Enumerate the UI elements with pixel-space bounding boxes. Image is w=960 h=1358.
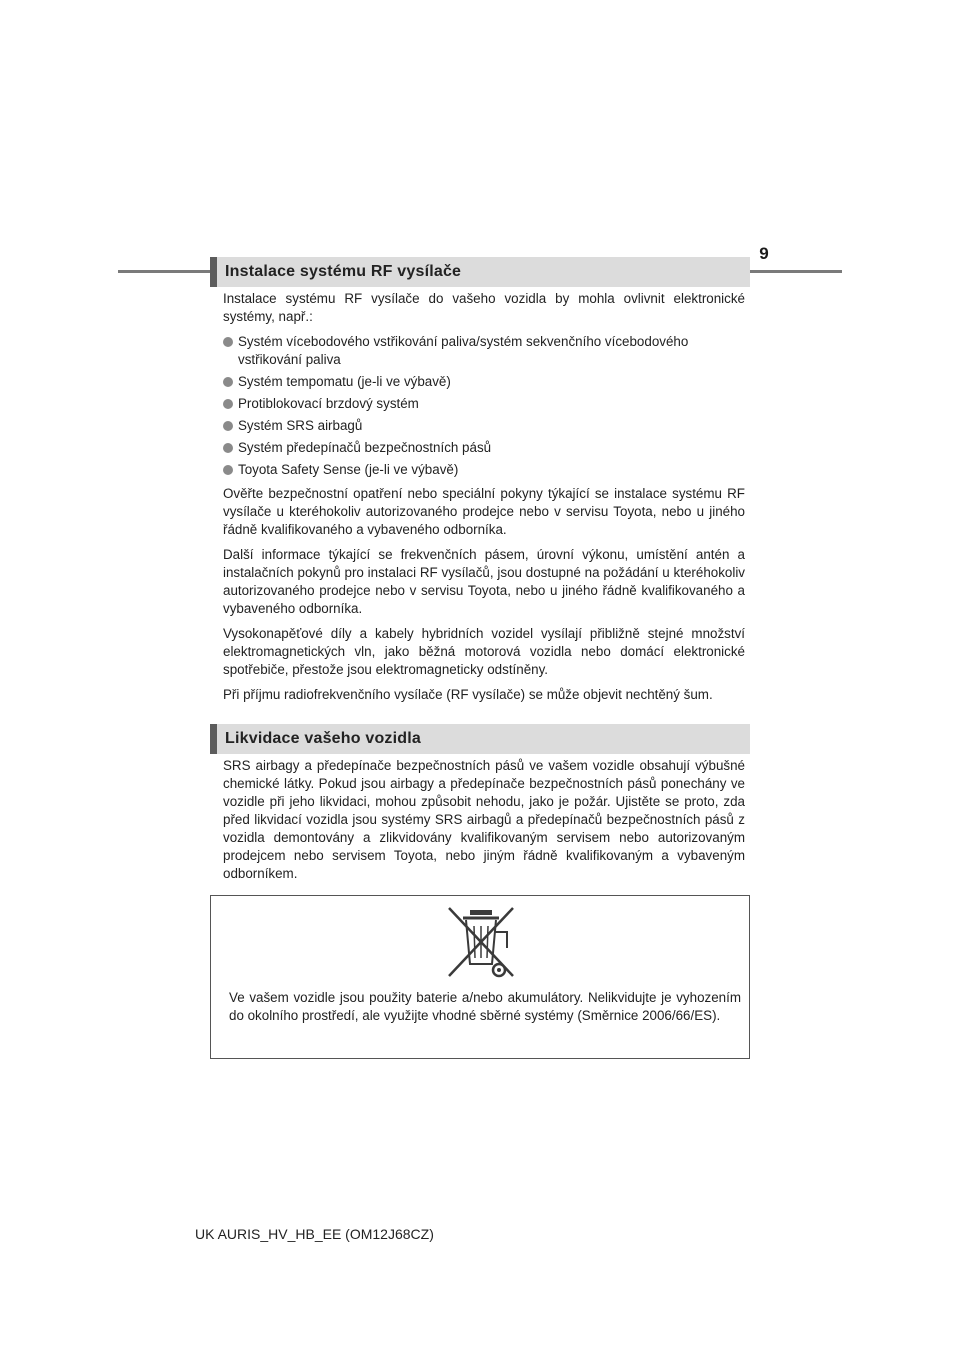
body-paragraph: SRS airbagy a předepínače bezpečnostních pásů ve vašem vozidle obsahují výbušné chemické látky. Pokud jsou airbagy a předepínače bezpečnostních pásů ponechány ve vozidle při jeho likvidaci, mohou způsobit nehodu, jako je požár. Ujistěte se proto, zda před likvidací vozidla jsou systémy SRS airbagů a předepínačů bezpečnostních pásů z vozidla demontovány a zlikvidovány kvalifikovaným servisem nebo autorizovaným prodejcem nebo servisem Toyota, nebo jiným řádně kvalifikovaným a vybaveným odborníkem. — [223, 758, 745, 881]
bullet-icon — [223, 377, 233, 387]
document-code-footer: UK AURIS_HV_HB_EE (OM12J68CZ) — [195, 1226, 434, 1242]
list-item: Toyota Safety Sense (je-li ve výbavě) — [223, 461, 745, 479]
list-item: Systém SRS airbagů — [223, 417, 745, 435]
bullet-icon — [223, 421, 233, 431]
section-header-rf-transmitter — [210, 257, 750, 287]
section-body-vehicle-disposal — [223, 757, 745, 883]
battery-disposal-notice — [210, 895, 750, 1059]
list-item: Protiblokovací brzdový systém — [223, 395, 745, 413]
notice-text: Ve vašem vozidle jsou použity baterie a/nebo akumulátory. Nelikvidujte je vyhozením do okolního prostředí, ale využijte vhodné sběrné systémy (Směrnice 2006/66/ES). — [229, 990, 741, 1023]
list-item: Systém vícebodového vstřikování paliva/systém sekvenčního vícebodového vstřikování paliva — [223, 333, 745, 369]
section-body-rf-transmitter — [223, 290, 745, 711]
bullet-icon — [223, 443, 233, 453]
body-paragraph: Další informace týkající se frekvenčních pásem, úrovní výkonu, umístění antén a instalačních pokynů pro instalaci RF vysílačů, jsou dostupné na požádání u kteréhokoliv autorizovaného prodejce nebo v servisu Toyota, nebo u jiného řádně kvalifikovaného a vybaveného odborníka. — [223, 547, 745, 616]
bullet-icon — [223, 337, 233, 347]
page-number: 9 — [759, 244, 769, 263]
list-item: Systém tempomatu (je-li ve výbavě) — [223, 373, 745, 391]
section-title: Likvidace vašeho vozidla — [225, 730, 421, 747]
body-paragraph: Při příjmu radiofrekvenčního vysílače (RF vysílače) se může objevit nechtěný šum. — [223, 687, 713, 702]
bullet-icon — [223, 399, 233, 409]
list-item: Systém předepínačů bezpečnostních pásů — [223, 439, 745, 457]
section-header-vehicle-disposal — [210, 724, 750, 754]
body-paragraph: Vysokonapěťové díly a kabely hybridních vozidel vysílají přibližně stejné množství elektromagnetických vln, jako běžná motorová vozidla nebo domácí elektronické spotřebiče, přestože jsou elektromagneticky odstíněny. — [223, 626, 745, 677]
body-paragraph: Ověřte bezpečnostní opatření nebo speciální pokyny týkající se instalace systému RF vysílače u kteréhokoliv autorizovaného prodejce nebo v servisu Toyota, nebo u jiného řádně kvalifikovaného a vybaveného odborníka. — [223, 486, 745, 537]
affected-systems-list — [223, 333, 745, 479]
crossed-out-wheelie-bin-icon — [441, 904, 521, 980]
intro-paragraph: Instalace systému RF vysílače do vašeho vozidla by mohla ovlivnit elektronické systémy, např.: — [223, 291, 745, 324]
bullet-icon — [223, 465, 233, 475]
section-title: Instalace systému RF vysílače — [225, 263, 462, 280]
